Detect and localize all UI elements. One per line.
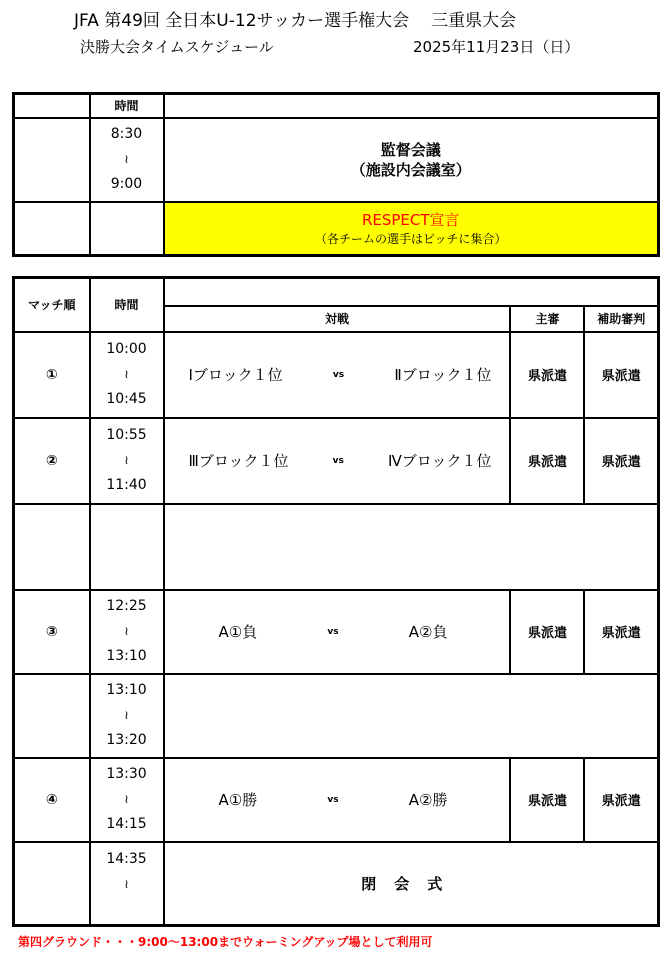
referee-cell: 県派遣	[510, 332, 584, 418]
match-row	[14, 332, 659, 418]
closing-row	[14, 842, 659, 926]
assistant-header: 補助審判	[584, 306, 658, 332]
event-date: 2025年11月23日（日）	[413, 38, 580, 56]
break-time	[90, 674, 164, 758]
time-start: 13:10	[106, 682, 147, 698]
time-separator: ≀	[124, 453, 129, 467]
empty-row	[14, 504, 659, 590]
referee-header: 主審	[510, 306, 584, 332]
closing-time	[90, 842, 164, 926]
match-cell	[164, 758, 511, 842]
title-main: JFA 第49回 全日本U-12サッカー選手権大会	[74, 11, 410, 31]
blank-cell	[90, 504, 164, 590]
assistant-cell: 県派遣	[584, 758, 658, 842]
match-cell	[164, 332, 511, 418]
respect-cell	[164, 202, 659, 256]
schedule-table	[12, 276, 660, 927]
match-number: ④	[14, 758, 90, 842]
blank-cell	[14, 94, 90, 118]
respect-subtitle: （各チームの選手はピッチに集合）	[314, 232, 507, 247]
time-start: 10:00	[106, 341, 147, 357]
match-order-header: マッチ順	[14, 278, 90, 332]
blank-cell	[164, 278, 659, 306]
meeting-time	[90, 118, 164, 202]
assistant-cell: 県派遣	[584, 418, 658, 504]
assistant-cell: 県派遣	[584, 590, 658, 674]
blank-cell	[14, 842, 90, 926]
time-separator: ≀	[124, 876, 129, 891]
blank-cell	[164, 504, 659, 590]
meeting-cell	[164, 118, 659, 202]
match-header: 対戦	[164, 306, 511, 332]
footnote: 第四グラウンド・・・9:00～13:00までウォーミングアップ場として利用可	[18, 935, 433, 949]
blank-cell	[14, 202, 90, 256]
vs-label: vs	[332, 369, 345, 380]
match-row	[14, 418, 659, 504]
time-end: 13:10	[106, 648, 147, 664]
match-cell	[164, 418, 511, 504]
vs-label: vs	[332, 455, 344, 466]
blank-cell	[164, 94, 659, 118]
match-time	[90, 758, 164, 842]
respect-title: RESPECT宣言	[361, 211, 460, 230]
match-cell	[164, 590, 511, 674]
vs-label: vs	[327, 626, 339, 637]
time-start: 10:55	[106, 427, 147, 443]
time-end: 14:15	[106, 816, 147, 832]
home-team: Ⅲブロック１位	[188, 452, 289, 470]
break-row	[14, 674, 659, 758]
match-time	[90, 590, 164, 674]
match-row	[14, 590, 659, 674]
title-suffix: 三重県大会	[431, 11, 517, 31]
time-end: 11:40	[106, 477, 147, 493]
document-title	[74, 6, 516, 31]
time-separator: ≀	[124, 152, 129, 166]
assistant-cell: 県派遣	[584, 332, 658, 418]
referee-cell: 県派遣	[510, 590, 584, 674]
blank-cell	[14, 674, 90, 758]
match-number: ①	[14, 332, 90, 418]
meeting-row	[14, 118, 659, 202]
time-start: 8:30	[110, 126, 143, 142]
away-team: Ⅱブロック１位	[394, 366, 492, 384]
pre-header-row	[14, 94, 659, 118]
time-end: 9:00	[110, 176, 143, 192]
blank-cell	[90, 202, 164, 256]
time-end: 10:45	[106, 391, 147, 407]
time-start: 12:25	[106, 598, 147, 614]
time-header: 時間	[90, 94, 164, 118]
blank-cell	[14, 504, 90, 590]
time-separator: ≀	[124, 792, 129, 806]
home-team: A①勝	[218, 791, 258, 809]
time-start: 13:30	[106, 766, 147, 782]
time-separator: ≀	[124, 708, 129, 722]
time-header: 時間	[90, 278, 164, 332]
subtitle-text: 決勝大会タイムスケジュール	[80, 38, 274, 56]
match-row	[14, 758, 659, 842]
time-separator: ≀	[124, 624, 129, 638]
home-team: Ⅰブロック１位	[188, 366, 283, 384]
referee-cell: 県派遣	[510, 418, 584, 504]
meeting-location: （施設内会議室）	[350, 160, 471, 179]
time-start: 14:35	[106, 850, 147, 867]
vs-label: vs	[327, 794, 339, 805]
away-team: A②勝	[408, 791, 448, 809]
document-subtitle	[80, 36, 580, 57]
match-time	[90, 418, 164, 504]
time-end: 13:20	[106, 732, 147, 748]
match-number: ②	[14, 418, 90, 504]
blank-cell	[14, 118, 90, 202]
schedule-header-row-1	[14, 278, 659, 306]
meeting-title: 監督会議	[380, 140, 441, 159]
time-separator: ≀	[124, 367, 129, 381]
away-team: A②負	[408, 623, 448, 641]
blank-cell	[164, 674, 659, 758]
away-team: Ⅳブロック１位	[387, 452, 492, 470]
home-team: A①負	[218, 623, 258, 641]
match-time	[90, 332, 164, 418]
pre-event-table	[12, 92, 660, 257]
closing-ceremony: 閉会式	[164, 842, 659, 926]
match-number: ③	[14, 590, 90, 674]
referee-cell: 県派遣	[510, 758, 584, 842]
respect-row	[14, 202, 659, 256]
